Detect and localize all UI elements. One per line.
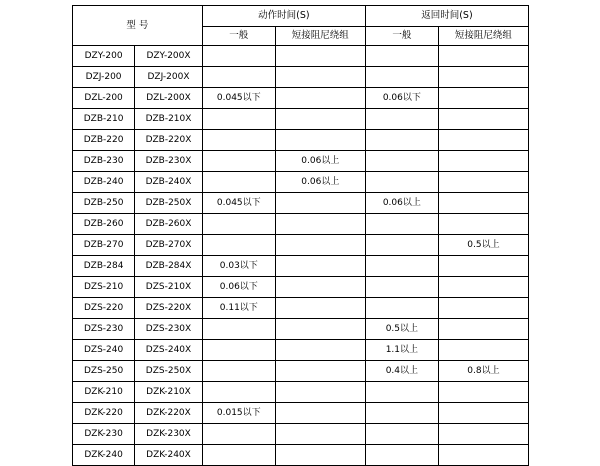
cell-model-a: DZK-220 <box>73 403 135 424</box>
cell-model-b: DZS-230X <box>135 319 203 340</box>
cell-action-normal <box>202 130 275 151</box>
header-return-time: 返回时间(S) <box>365 6 528 27</box>
cell-return-normal <box>365 256 438 277</box>
cell-action-normal <box>202 172 275 193</box>
cell-action-normal <box>202 445 275 466</box>
table-row <box>73 46 529 67</box>
cell-model-b: DZB-250X <box>135 193 203 214</box>
cell-return-damped <box>438 277 528 298</box>
cell-action-normal: 0.045以下 <box>202 88 275 109</box>
table-body <box>73 46 529 466</box>
table-row <box>73 151 529 172</box>
table-row <box>73 88 529 109</box>
cell-model-b: DZL-200X <box>135 88 203 109</box>
cell-model-a: DZS-220 <box>73 298 135 319</box>
cell-model-b: DZK-210X <box>135 382 203 403</box>
cell-return-normal <box>365 151 438 172</box>
cell-return-damped <box>438 46 528 67</box>
cell-action-normal <box>202 67 275 88</box>
cell-model-a: DZB-220 <box>73 130 135 151</box>
cell-return-damped <box>438 403 528 424</box>
cell-model-a: DZB-240 <box>73 172 135 193</box>
table-row <box>73 235 529 256</box>
cell-return-damped <box>438 319 528 340</box>
cell-action-damped <box>275 193 365 214</box>
cell-action-normal <box>202 424 275 445</box>
table-row <box>73 382 529 403</box>
cell-action-normal: 0.03以下 <box>202 256 275 277</box>
cell-return-damped: 0.8以上 <box>438 361 528 382</box>
header-action-damped: 短接阻尼绕组 <box>275 27 365 46</box>
cell-action-damped <box>275 319 365 340</box>
table-row <box>73 214 529 235</box>
table-row <box>73 193 529 214</box>
cell-action-damped <box>275 403 365 424</box>
table-row <box>73 109 529 130</box>
cell-return-damped <box>438 151 528 172</box>
cell-return-damped <box>438 109 528 130</box>
cell-model-a: DZK-240 <box>73 445 135 466</box>
cell-model-a: DZK-230 <box>73 424 135 445</box>
cell-model-b: DZB-284X <box>135 256 203 277</box>
cell-return-normal <box>365 130 438 151</box>
cell-action-damped: 0.06以上 <box>275 172 365 193</box>
cell-return-normal: 1.1以上 <box>365 340 438 361</box>
cell-return-damped <box>438 445 528 466</box>
cell-return-normal <box>365 298 438 319</box>
cell-model-b: DZK-240X <box>135 445 203 466</box>
cell-return-damped <box>438 382 528 403</box>
cell-action-damped <box>275 235 365 256</box>
cell-action-damped <box>275 382 365 403</box>
cell-action-normal <box>202 340 275 361</box>
cell-action-damped <box>275 445 365 466</box>
cell-return-normal <box>365 109 438 130</box>
cell-model-b: DZB-220X <box>135 130 203 151</box>
header-action-normal: 一般 <box>202 27 275 46</box>
table-row <box>73 298 529 319</box>
cell-action-damped <box>275 277 365 298</box>
cell-return-normal <box>365 172 438 193</box>
cell-model-b: DZB-210X <box>135 109 203 130</box>
header-return-normal: 一般 <box>365 27 438 46</box>
cell-model-a: DZB-210 <box>73 109 135 130</box>
cell-action-damped <box>275 298 365 319</box>
cell-return-normal: 0.4以上 <box>365 361 438 382</box>
cell-return-damped <box>438 298 528 319</box>
cell-action-normal <box>202 109 275 130</box>
cell-action-normal: 0.045以下 <box>202 193 275 214</box>
cell-model-a: DZL-200 <box>73 88 135 109</box>
cell-return-normal <box>365 277 438 298</box>
table-row <box>73 172 529 193</box>
cell-action-normal <box>202 361 275 382</box>
cell-return-normal <box>365 382 438 403</box>
table-header-row-top <box>73 6 529 27</box>
table-row <box>73 130 529 151</box>
cell-model-a: DZS-210 <box>73 277 135 298</box>
cell-model-a: DZB-250 <box>73 193 135 214</box>
cell-return-damped <box>438 424 528 445</box>
cell-return-damped <box>438 193 528 214</box>
cell-model-b: DZB-240X <box>135 172 203 193</box>
cell-action-normal: 0.11以下 <box>202 298 275 319</box>
cell-model-a: DZS-250 <box>73 361 135 382</box>
cell-model-b: DZB-270X <box>135 235 203 256</box>
cell-action-damped <box>275 256 365 277</box>
table-row <box>73 256 529 277</box>
cell-model-b: DZY-200X <box>135 46 203 67</box>
table-header <box>73 6 529 46</box>
cell-model-b: DZB-230X <box>135 151 203 172</box>
relay-timing-table <box>72 5 529 466</box>
cell-action-normal <box>202 382 275 403</box>
table-row <box>73 319 529 340</box>
cell-model-a: DZS-230 <box>73 319 135 340</box>
cell-return-damped <box>438 130 528 151</box>
cell-return-normal <box>365 67 438 88</box>
cell-action-damped <box>275 109 365 130</box>
cell-return-normal <box>365 424 438 445</box>
table-row <box>73 445 529 466</box>
cell-action-damped <box>275 214 365 235</box>
cell-action-normal: 0.06以下 <box>202 277 275 298</box>
cell-model-b: DZJ-200X <box>135 67 203 88</box>
cell-model-b: DZK-220X <box>135 403 203 424</box>
cell-model-a: DZB-284 <box>73 256 135 277</box>
cell-model-b: DZK-230X <box>135 424 203 445</box>
cell-action-damped <box>275 88 365 109</box>
cell-return-damped <box>438 172 528 193</box>
table-row <box>73 67 529 88</box>
cell-action-damped <box>275 424 365 445</box>
cell-model-a: DZB-260 <box>73 214 135 235</box>
cell-action-damped <box>275 340 365 361</box>
cell-model-a: DZY-200 <box>73 46 135 67</box>
table-row <box>73 403 529 424</box>
cell-model-b: DZS-210X <box>135 277 203 298</box>
header-return-damped: 短接阻尼绕组 <box>438 27 528 46</box>
header-action-time: 动作时间(S) <box>202 6 365 27</box>
cell-model-b: DZS-250X <box>135 361 203 382</box>
cell-action-damped <box>275 46 365 67</box>
cell-model-a: DZB-230 <box>73 151 135 172</box>
cell-model-a: DZK-210 <box>73 382 135 403</box>
cell-action-damped <box>275 361 365 382</box>
cell-return-normal <box>365 46 438 67</box>
cell-action-normal <box>202 46 275 67</box>
cell-return-normal <box>365 214 438 235</box>
cell-action-damped <box>275 130 365 151</box>
cell-return-normal: 0.06以下 <box>365 88 438 109</box>
cell-return-damped <box>438 214 528 235</box>
cell-return-damped <box>438 256 528 277</box>
cell-model-b: DZS-240X <box>135 340 203 361</box>
cell-action-normal: 0.015以下 <box>202 403 275 424</box>
cell-return-normal: 0.5以上 <box>365 319 438 340</box>
cell-model-a: DZJ-200 <box>73 67 135 88</box>
table-row <box>73 424 529 445</box>
cell-action-normal <box>202 214 275 235</box>
cell-action-normal <box>202 151 275 172</box>
cell-action-normal <box>202 319 275 340</box>
cell-return-damped <box>438 88 528 109</box>
table-row <box>73 340 529 361</box>
cell-action-damped <box>275 67 365 88</box>
cell-return-normal <box>365 445 438 466</box>
cell-return-damped <box>438 67 528 88</box>
cell-model-a: DZB-270 <box>73 235 135 256</box>
cell-return-damped <box>438 340 528 361</box>
cell-return-normal <box>365 403 438 424</box>
cell-return-normal: 0.06以上 <box>365 193 438 214</box>
cell-action-normal <box>202 235 275 256</box>
header-model: 型 号 <box>73 6 203 46</box>
cell-model-b: DZS-220X <box>135 298 203 319</box>
cell-action-damped: 0.06以上 <box>275 151 365 172</box>
table-row <box>73 277 529 298</box>
cell-model-a: DZS-240 <box>73 340 135 361</box>
table-row <box>73 361 529 382</box>
cell-return-damped: 0.5以上 <box>438 235 528 256</box>
cell-return-normal <box>365 235 438 256</box>
cell-model-b: DZB-260X <box>135 214 203 235</box>
